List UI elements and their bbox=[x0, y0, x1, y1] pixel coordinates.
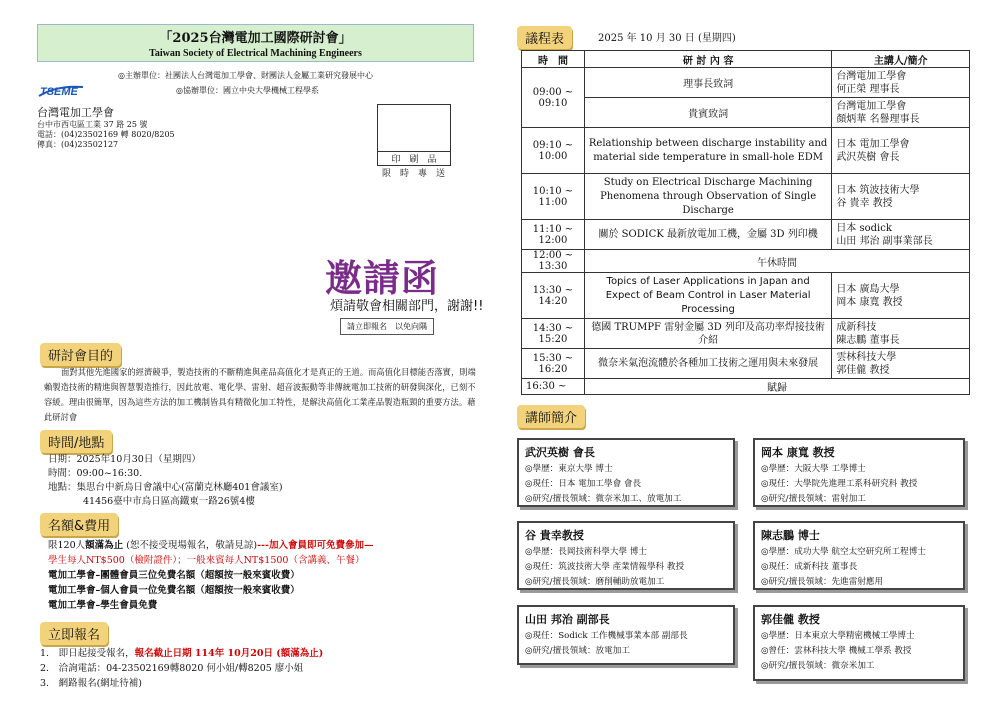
conference-title-box bbox=[37, 24, 474, 62]
agenda-row bbox=[522, 128, 970, 174]
agenda-header-row bbox=[522, 51, 970, 68]
register-line-2: 2. 洽詢電話：04-23502169轉8020 何小姐/轉8205 廖小姐 bbox=[40, 663, 304, 674]
agenda-speaker: 台灣電加工學會 何正榮 理事長 bbox=[832, 68, 970, 98]
agenda-row bbox=[522, 98, 970, 128]
register-open: 1. 即日起接受報名， bbox=[40, 648, 135, 659]
society-address: 台中市西屯區工業 37 路 25 號 bbox=[37, 120, 148, 129]
agenda-topic: 賦歸 bbox=[584, 379, 969, 395]
agenda-row bbox=[522, 319, 970, 349]
speaker-info: ◎現任：Sodick 工作機械事業本部 副部長 bbox=[525, 631, 688, 641]
agenda-topic: 理事長致詞 bbox=[584, 68, 831, 98]
speaker-info: ◎研究/擅長領域：微奈米加工 bbox=[761, 661, 875, 671]
agenda-topic: 關於 SODICK 最新放電加工機，金屬 3D 列印機 bbox=[584, 220, 831, 250]
speaker-info: ◎學歷：日本東京大學精密機械工學博士 bbox=[761, 631, 915, 641]
fee-member-free: ---加入會員即可免費參加— bbox=[257, 540, 374, 551]
speaker-info: ◎研究/擅長領域：放電加工 bbox=[525, 646, 630, 656]
agenda-row bbox=[522, 349, 970, 379]
fee-line-4: 電加工學會–個人會員一位免費名額（超額按一般來賓收費） bbox=[48, 585, 300, 596]
agenda-time: 12:00 ~ 13:30 bbox=[522, 250, 585, 273]
stamp-label: 印 刷 品 bbox=[378, 151, 450, 165]
agenda-time: 14:30 ~ 15:20 bbox=[522, 319, 585, 349]
agenda-header-topic: 研 討 內 容 bbox=[584, 51, 831, 68]
register-now-note: 請立即報名 以免向隅 bbox=[340, 318, 434, 335]
agenda-row bbox=[522, 220, 970, 250]
express-note: 限 時 專 送 bbox=[382, 169, 446, 179]
agenda-date: 2025 年 10 月 30 日 (星期四) bbox=[598, 33, 736, 44]
speaker-name: 郭佳儱 教授 bbox=[761, 613, 820, 626]
society-contact bbox=[37, 120, 175, 150]
society-phone: 電話：(04)23502169 轉 8020/8205 bbox=[37, 130, 175, 139]
fee-block bbox=[48, 538, 478, 613]
speaker-info: ◎研究/擅長領域：先進雷射應用 bbox=[761, 577, 884, 587]
agenda-time: 16:30 ~ bbox=[522, 379, 585, 395]
speaker-card bbox=[753, 438, 965, 507]
register-line-3: 3. 網路報名(網址待補) bbox=[40, 678, 142, 689]
speaker-info: ◎現任：大學院先進理工系科研究科 教授 bbox=[761, 479, 918, 489]
stamp-box bbox=[377, 104, 451, 166]
agenda-topic: 德國 TRUMPF 雷射金屬 3D 列印及高功率焊接技術介紹 bbox=[584, 319, 831, 349]
organizer-text: ◎主辦單位：社團法人台灣電加工學會、財團法人金屬工業研究發展中心 bbox=[118, 71, 373, 80]
fee-capacity: 限120人 bbox=[48, 540, 86, 551]
speaker-name: 山田 邦治 副部長 bbox=[525, 613, 610, 626]
agenda-topic: 午休時間 bbox=[584, 250, 969, 273]
agenda-time: 09:10 ~ 10:00 bbox=[522, 128, 585, 174]
agenda-header-time: 時 間 bbox=[522, 51, 585, 68]
agenda-time: 11:10 ~ 12:00 bbox=[522, 220, 585, 250]
event-time: 時間：09:00~16:30. bbox=[48, 468, 143, 479]
speaker-info: ◎研究/擅長領域：雷射加工 bbox=[761, 494, 866, 504]
event-address: 41456臺中市烏日區高鐵東一路26號4樓 bbox=[83, 496, 255, 507]
society-fax: 傳真：(04)23502127 bbox=[37, 140, 119, 149]
purpose-text: 面對其他先進國家的經濟競爭，製造技術的不斷精進與產品高值化才是真正的王道。而高值化目標能否落實，則端賴製造技術的精進與智慧製造推行，因此放電、電化學、雷射、超音波振動等非傳統電加工技術的研發與深化，已刻不容緩。理由很簡單，因為這些方法的加工機制皆具有精微化加工特性，是解決高值化工業產品製造瓶頸的重要方法。藉此研討會 bbox=[44, 367, 476, 422]
register-line-1 bbox=[40, 646, 480, 661]
time-place-block bbox=[48, 453, 283, 509]
agenda-topic: Topics of Laser Applications in Japan and Expect of Beam Control in Laser Material Processing bbox=[584, 273, 831, 319]
agenda-speaker: 日本 電加工學會 武沢英樹 會長 bbox=[832, 128, 970, 174]
agenda-row bbox=[522, 273, 970, 319]
agenda-speaker: 成新科技 陳志鵬 董事長 bbox=[832, 319, 970, 349]
agenda-time: 10:10 ~ 11:00 bbox=[522, 174, 585, 220]
speaker-info: ◎研究/擅長領域：微奈米加工、放電加工 bbox=[525, 494, 682, 504]
speaker-info: ◎學歷：大阪大學 工學博士 bbox=[761, 464, 866, 474]
agenda-speaker: 台灣電加工學會 顏炳華 名譽理事長 bbox=[832, 98, 970, 128]
speaker-info: ◎曾任：雲林科技大學 機械工學系 教授 bbox=[761, 646, 912, 656]
agenda-time: 09:00 ~ 09:10 bbox=[522, 68, 585, 128]
fee-no-onsite: (恕不接受現場報名，敬請見諒) bbox=[126, 540, 258, 551]
agenda-time: 13:30 ~ 14:20 bbox=[522, 273, 585, 319]
fee-line-3: 電加工學會–團體會員三位免費名額（超額按一般來賓收費） bbox=[48, 570, 300, 581]
speaker-name: 陳志鵬 博士 bbox=[761, 529, 820, 542]
speaker-info: ◎現任：日本 電加工學會 會長 bbox=[525, 479, 642, 489]
speakers-section-title: 講師簡介 bbox=[517, 405, 585, 428]
speaker-info: ◎研究/擅長領域：磨削輔助放電加工 bbox=[525, 577, 665, 587]
agenda-time: 15:30 ~ 16:20 bbox=[522, 349, 585, 379]
conference-title-zh: 「2025台灣電加工國際研討會」 bbox=[159, 31, 352, 46]
agenda-topic: 貴賓致詞 bbox=[584, 98, 831, 128]
speaker-card bbox=[753, 605, 965, 681]
fee-line-1 bbox=[48, 538, 478, 553]
agenda-speaker: 日本 廣島大學 岡本 康寬 教授 bbox=[832, 273, 970, 319]
time-place-section-title: 時間/地點 bbox=[40, 430, 112, 453]
invitation-subtitle: 煩請敬會相關部門，謝謝!! bbox=[330, 299, 484, 314]
invitation-heading: 邀請函 bbox=[325, 256, 439, 300]
agenda-row bbox=[522, 250, 970, 273]
agenda-row bbox=[522, 174, 970, 220]
speaker-info: ◎現任：成新科技 董事長 bbox=[761, 562, 858, 572]
agenda-speaker: 日本 sodick 山田 邦治 副事業部長 bbox=[832, 220, 970, 250]
conference-title-en: Taiwan Society of Electrical Machining Engineers bbox=[149, 48, 362, 59]
agenda-speaker: 雲林科技大學 郭佳儱 教授 bbox=[832, 349, 970, 379]
register-deadline: 報名截止日期 114年 10月20日 (額滿為止) bbox=[134, 648, 324, 659]
speaker-card bbox=[517, 521, 735, 590]
agenda-header-speaker: 主講人/簡介 bbox=[832, 51, 970, 68]
agenda-row bbox=[522, 68, 970, 98]
agenda-topic: Relationship between discharge instability and material side temperature in small-hole EDM bbox=[584, 128, 831, 174]
tseme-logo bbox=[37, 83, 85, 99]
speaker-info: ◎學歷：東京大學 博士 bbox=[525, 464, 613, 474]
fee-section-title: 名額&費用 bbox=[40, 513, 118, 536]
speaker-card bbox=[517, 605, 735, 665]
agenda-topic: Study on Electrical Discharge Machining Phenomena through Observation of Single Discharge bbox=[584, 174, 831, 220]
tseme-logo-text: TSEME bbox=[40, 86, 78, 98]
speaker-name: 谷 貴幸教授 bbox=[525, 529, 584, 542]
agenda-row bbox=[522, 379, 970, 395]
speaker-card bbox=[753, 521, 965, 590]
event-place: 地點：集思台中新烏日會議中心(富蘭克林廳401會議室) bbox=[48, 482, 283, 493]
register-block bbox=[40, 646, 480, 691]
event-date: 日期：2025年10月30日（星期四） bbox=[48, 454, 201, 465]
speaker-info: ◎學歷：長岡技術科學大學 博士 bbox=[525, 547, 647, 557]
fee-until-full: 額滿為止 bbox=[85, 540, 124, 551]
register-section-title: 立即報名 bbox=[40, 622, 108, 645]
speaker-name: 岡本 康寬 教授 bbox=[761, 446, 835, 459]
fee-line-5: 電加工學會–學生會員免費 bbox=[48, 600, 158, 611]
society-name: 台灣電加工學會 bbox=[37, 106, 114, 119]
purpose-section-title: 研討會目的 bbox=[40, 343, 121, 366]
agenda-topic: 微奈米氣泡流體於各種加工技術之運用與未來發展 bbox=[584, 349, 831, 379]
speaker-name: 武沢英樹 會長 bbox=[525, 446, 595, 459]
speaker-card bbox=[517, 438, 735, 507]
agenda-table bbox=[521, 50, 970, 395]
co-organizer-text: ◎協辦單位：國立中央大學機械工程學系 bbox=[176, 86, 319, 95]
agenda-section-title: 議程表 bbox=[517, 26, 572, 49]
fee-line-2: 學生每人NT$500（檢附證件）；一般來賓每人NT$1500（含講義、午餐） bbox=[48, 555, 365, 566]
agenda-speaker: 日本 筑波技術大學 谷 貴幸 教授 bbox=[832, 174, 970, 220]
speaker-info: ◎現任：筑波技術大學 產業情報學科 教授 bbox=[525, 562, 685, 572]
speaker-info: ◎學歷：成功大學 航空太空研究所工程博士 bbox=[761, 547, 926, 557]
